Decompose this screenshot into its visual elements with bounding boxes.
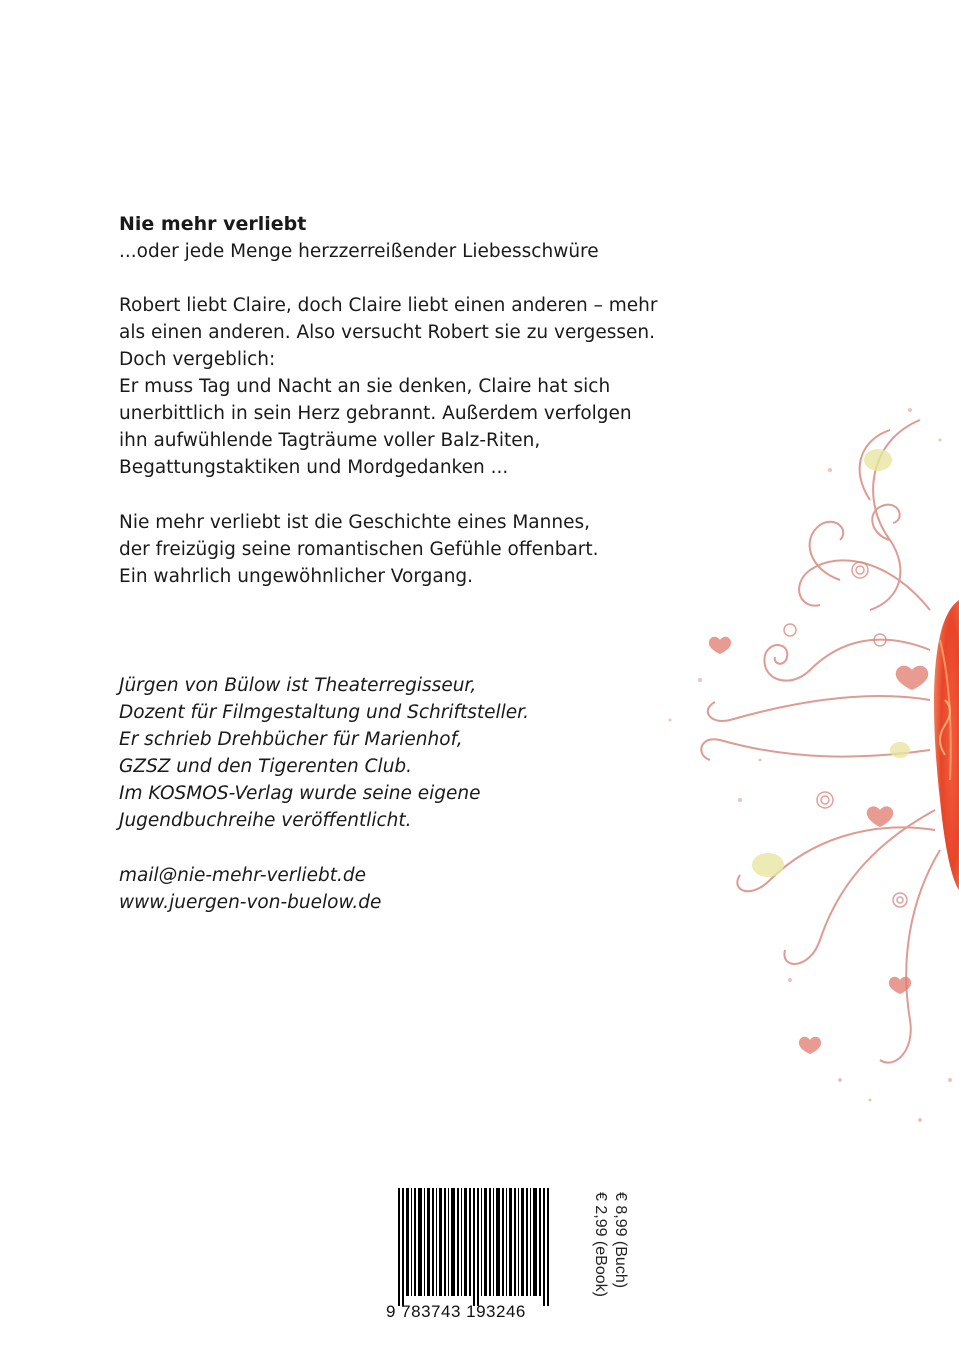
price-info [590, 1192, 630, 1322]
bio-line: GZSZ und den Tigerenten Club. [119, 756, 413, 777]
floral-ornament-illustration [640, 380, 959, 1160]
blurb-line: Ein wahrlich ungewöhnlicher Vorgang. [119, 566, 474, 587]
barcode-bars [396, 1188, 556, 1306]
contact-info [119, 862, 679, 916]
price-ebook: € 2,99 (eBook) [592, 1192, 609, 1297]
bio-line: Im KOSMOS-Verlag wurde seine eigene [119, 783, 481, 804]
blurb-line: Begattungstaktiken und Mordgedanken ... [119, 457, 509, 478]
bio-line: Er schrieb Drehbücher für Marienhof, [119, 729, 463, 750]
website-link[interactable]: www.juergen-von-buelow.de [119, 892, 382, 913]
price-book: € 8,99 (Buch) [612, 1192, 629, 1289]
blurb-paragraph-2 [119, 509, 679, 590]
blurb-line: Doch vergeblich: [119, 349, 276, 370]
email-link[interactable]: mail@nie-mehr-verliebt.de [119, 865, 367, 886]
book-subtitle: ...oder jede Menge herzzerreißender Liebesschwüre [119, 241, 599, 262]
blurb-line: Nie mehr verliebt ist die Geschichte eines Mannes, [119, 512, 590, 533]
blurb-line: ihn aufwühlende Tagträume voller Balz-Riten, [119, 430, 541, 451]
isbn-number: 9 783743 193246 [386, 1302, 526, 1321]
book-title: Nie mehr verliebt [119, 213, 307, 235]
blurb-line: unerbittlich in sein Herz gebrannt. Außerdem verfolgen [119, 403, 632, 424]
blurb-line: Robert liebt Claire, doch Claire liebt einen anderen – mehr [119, 295, 658, 316]
bio-line: Dozent für Filmgestaltung und Schriftsteller. [119, 702, 529, 723]
blurb-line: der freizügig seine romantischen Gefühle offenbart. [119, 539, 599, 560]
author-bio [119, 672, 679, 834]
blurb-paragraph-1 [119, 292, 679, 481]
blurb-line: Er muss Tag und Nacht an sie denken, Claire hat sich [119, 376, 611, 397]
blurb-line: als einen anderen. Also versucht Robert sie zu vergessen. [119, 322, 656, 343]
isbn-barcode [386, 1188, 566, 1328]
bio-line: Jugendbuchreihe veröffentlicht. [119, 810, 412, 831]
bio-line: Jürgen von Bülow ist Theaterregisseur, [119, 675, 477, 696]
